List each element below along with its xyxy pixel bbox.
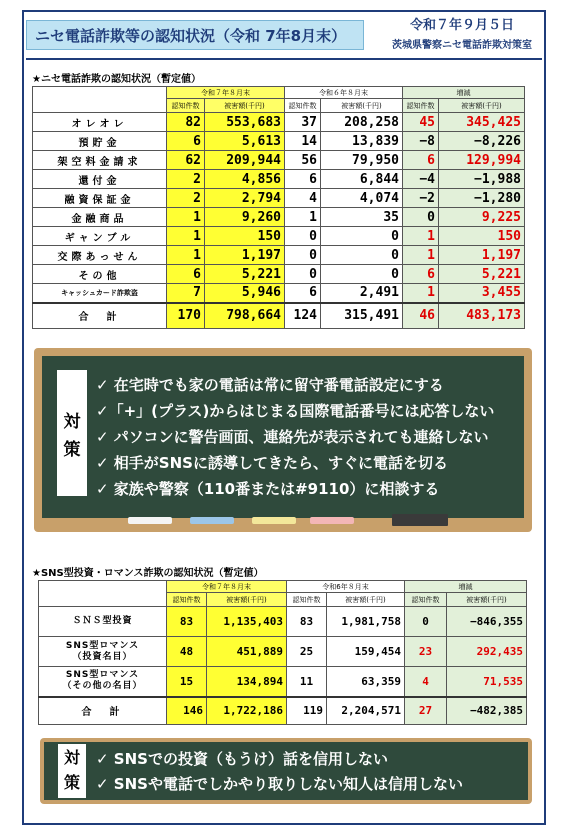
damage-r7-cell: 5,946 <box>205 284 285 303</box>
board1-item: ✓「+」(プラス)からはじまる国際電話番号には応答しない <box>96 402 495 420</box>
damage-r6-cell: 0 <box>321 265 403 284</box>
count-diff-cell: 1 <box>403 227 439 246</box>
organization-name: 茨城県警察ニセ電話詐欺対策室 <box>392 40 532 51</box>
table-row <box>39 607 527 637</box>
damage-diff-cell: 71,535 <box>447 667 527 697</box>
issue-date: 令和７年９月５日 <box>410 18 515 33</box>
total-label: 合 計 <box>39 697 167 725</box>
count-r7-cell: 6 <box>167 132 205 151</box>
category-cell: キャッシュカード詐欺盗 <box>33 284 167 303</box>
count-r6-cell: 25 <box>287 637 327 667</box>
count-r7-cell: 48 <box>167 637 207 667</box>
col-group-r7: 令和７年８月末 <box>167 87 285 99</box>
damage-r6-cell: 63,359 <box>327 667 405 697</box>
damage-r7-cell: 4,856 <box>205 170 285 189</box>
count-r7-cell: 2 <box>167 170 205 189</box>
damage-diff-cell: 1,197 <box>439 246 525 265</box>
count-r6-cell: 0 <box>285 265 321 284</box>
count-diff-cell: 4 <box>405 667 447 697</box>
section2-title: ★SNS型投資・ロマンス詐欺の認知状況（暫定値） <box>32 568 264 579</box>
chalk-white <box>128 517 172 524</box>
count-r6-cell: 0 <box>285 227 321 246</box>
section1-title: ★ニセ電話詐欺の認知状況（暫定値） <box>32 74 201 85</box>
count-r7-cell: 82 <box>167 113 205 132</box>
category-line2: （投資名目） <box>72 651 133 662</box>
damage-r6-cell: 0 <box>321 246 403 265</box>
count-r6-cell: 1 <box>285 208 321 227</box>
category-cell: 架空料金請求 <box>33 151 167 170</box>
sub-col-header: 被害額(千円) <box>205 99 285 113</box>
damage-r7-cell: 5,221 <box>205 265 285 284</box>
category-line1: SNS型ロマンス <box>65 670 140 681</box>
chalk-blue <box>190 517 234 524</box>
count-r6-cell: 37 <box>285 113 321 132</box>
category-line2: （その他の名目） <box>62 681 143 692</box>
count-diff-cell: 0 <box>403 208 439 227</box>
count-r7-cell: 7 <box>167 284 205 303</box>
damage-r6-cell: 79,950 <box>321 151 403 170</box>
table-row <box>33 227 525 246</box>
category-cell: その他 <box>33 265 167 284</box>
count-r7-cell: 83 <box>167 607 207 637</box>
damage-r6-cell: 6,844 <box>321 170 403 189</box>
header-divider <box>26 58 542 60</box>
total-cell: 124 <box>285 303 321 329</box>
table-row <box>39 637 527 667</box>
damage-r7-cell: 209,944 <box>205 151 285 170</box>
damage-r6-cell: 0 <box>321 227 403 246</box>
total-cell: 798,664 <box>205 303 285 329</box>
table-group-header-row <box>33 87 525 99</box>
category-cell <box>39 667 167 697</box>
page-title: ニセ電話詐欺等の認知状況（令和 7年8月末） <box>35 27 347 45</box>
col-group-diff: 増減 <box>405 581 527 593</box>
damage-r6-cell: 1,981,758 <box>327 607 405 637</box>
taisaku-char: 対 <box>63 412 81 432</box>
damage-diff-cell: 292,435 <box>447 637 527 667</box>
total-cell: 315,491 <box>321 303 403 329</box>
total-cell: 46 <box>403 303 439 329</box>
sns-total-row <box>39 697 527 725</box>
sub-col-header: 認知件数 <box>405 593 447 607</box>
damage-r7-cell: 1,135,403 <box>207 607 287 637</box>
category-cell: 金融商品 <box>33 208 167 227</box>
damage-diff-cell: 150 <box>439 227 525 246</box>
header-blank-cell <box>39 581 167 607</box>
table-total-row <box>33 303 525 329</box>
category-cell: 融資保証金 <box>33 189 167 208</box>
damage-diff-cell: 345,425 <box>439 113 525 132</box>
total-cell: 170 <box>167 303 205 329</box>
category-cell <box>39 637 167 667</box>
damage-diff-cell: 5,221 <box>439 265 525 284</box>
chalk-pink <box>310 517 354 524</box>
board2-item: ✓ SNSでの投資（もうけ）話を信用しない <box>96 750 388 768</box>
eraser <box>392 514 448 526</box>
count-r7-cell: 1 <box>167 246 205 265</box>
count-r6-cell: 56 <box>285 151 321 170</box>
damage-r7-cell: 553,683 <box>205 113 285 132</box>
header-blank-cell <box>33 87 167 113</box>
damage-r6-cell: 2,491 <box>321 284 403 303</box>
count-diff-cell: 1 <box>403 284 439 303</box>
count-diff-cell: 6 <box>403 151 439 170</box>
count-r6-cell: 0 <box>285 246 321 265</box>
count-r7-cell: 6 <box>167 265 205 284</box>
board1-item: ✓ パソコンに警告画面、連絡先が表示されても連絡しない <box>96 428 489 446</box>
sub-col-header: 被害額(千円) <box>207 593 287 607</box>
taisaku-char: 策 <box>63 773 80 792</box>
table-row <box>33 151 525 170</box>
col-group-r6: 令和６年８月末 <box>285 87 403 99</box>
sub-col-header: 認知件数 <box>167 99 205 113</box>
damage-r6-cell: 13,839 <box>321 132 403 151</box>
count-r7-cell: 15 <box>167 667 207 697</box>
count-r6-cell: 83 <box>287 607 327 637</box>
damage-r6-cell: 159,454 <box>327 637 405 667</box>
table-row <box>33 208 525 227</box>
sns-group-header-row <box>39 581 527 593</box>
damage-r6-cell: 4,074 <box>321 189 403 208</box>
damage-diff-cell: 129,994 <box>439 151 525 170</box>
damage-r7-cell: 451,889 <box>207 637 287 667</box>
count-r7-cell: 1 <box>167 208 205 227</box>
damage-diff-cell: −1,280 <box>439 189 525 208</box>
count-diff-cell: 23 <box>405 637 447 667</box>
damage-diff-cell: 3,455 <box>439 284 525 303</box>
category-cell: 還付金 <box>33 170 167 189</box>
damage-diff-cell: 9,225 <box>439 208 525 227</box>
total-cell: 27 <box>405 697 447 725</box>
sub-col-header: 認知件数 <box>167 593 207 607</box>
table-row <box>33 265 525 284</box>
count-r7-cell: 2 <box>167 189 205 208</box>
category-line1: ＳＮＳ型投資 <box>72 616 133 626</box>
table-row <box>33 284 525 303</box>
taisaku-char: 対 <box>63 748 80 767</box>
damage-diff-cell: −1,988 <box>439 170 525 189</box>
category-cell <box>39 607 167 637</box>
count-diff-cell: 1 <box>403 246 439 265</box>
taisaku-label-2 <box>58 744 86 798</box>
count-r7-cell: 1 <box>167 227 205 246</box>
board1-item: ✓ 家族や警察（110番または#9110）に相談する <box>96 480 440 498</box>
damage-r6-cell: 35 <box>321 208 403 227</box>
total-cell: 2,204,571 <box>327 697 405 725</box>
count-diff-cell: −2 <box>403 189 439 208</box>
total-cell: −482,385 <box>447 697 527 725</box>
count-diff-cell: −8 <box>403 132 439 151</box>
count-r6-cell: 11 <box>287 667 327 697</box>
total-cell: 119 <box>287 697 327 725</box>
count-diff-cell: 6 <box>403 265 439 284</box>
table-row <box>33 113 525 132</box>
sub-col-header: 認知件数 <box>287 593 327 607</box>
fraud-stats-table <box>32 86 525 329</box>
sns-fraud-table <box>38 580 527 725</box>
damage-r7-cell: 150 <box>205 227 285 246</box>
col-group-r7: 令和７年８月末 <box>167 581 287 593</box>
sub-col-header: 被害額(千円) <box>439 99 525 113</box>
damage-diff-cell: −846,355 <box>447 607 527 637</box>
category-cell: ギャンブル <box>33 227 167 246</box>
count-diff-cell: 0 <box>405 607 447 637</box>
count-r6-cell: 14 <box>285 132 321 151</box>
sub-col-header: 被害額(千円) <box>321 99 403 113</box>
page-title-box <box>26 20 364 50</box>
count-diff-cell: 45 <box>403 113 439 132</box>
total-cell: 1,722,186 <box>207 697 287 725</box>
category-cell: オレオレ <box>33 113 167 132</box>
count-diff-cell: −4 <box>403 170 439 189</box>
board2-item: ✓ SNSや電話でしかやり取りしない知人は信用しない <box>96 775 463 793</box>
sub-col-header: 被害額(千円) <box>447 593 527 607</box>
col-group-diff: 増減 <box>403 87 525 99</box>
sub-col-header: 認知件数 <box>285 99 321 113</box>
table-row <box>33 132 525 151</box>
category-cell: 交際あっせん <box>33 246 167 265</box>
board1-item: ✓ 在宅時でも家の電話は常に留守番電話設定にする <box>96 376 444 394</box>
sub-col-header: 認知件数 <box>403 99 439 113</box>
chalk-yellow <box>252 517 296 524</box>
table-row <box>39 667 527 697</box>
damage-r7-cell: 2,794 <box>205 189 285 208</box>
damage-r7-cell: 9,260 <box>205 208 285 227</box>
taisaku-char: 策 <box>63 440 81 460</box>
damage-r7-cell: 134,894 <box>207 667 287 697</box>
damage-diff-cell: −8,226 <box>439 132 525 151</box>
total-label: 合 計 <box>33 303 167 329</box>
table-row <box>33 189 525 208</box>
board1-item: ✓ 相手がSNSに誘導してきたら、すぐに電話を切る <box>96 454 448 472</box>
taisaku-label-1 <box>57 370 87 496</box>
total-cell: 146 <box>167 697 207 725</box>
col-group-r6: 令和6年８月末 <box>287 581 405 593</box>
damage-r6-cell: 208,258 <box>321 113 403 132</box>
count-r6-cell: 6 <box>285 284 321 303</box>
count-r7-cell: 62 <box>167 151 205 170</box>
damage-r7-cell: 1,197 <box>205 246 285 265</box>
total-cell: 483,173 <box>439 303 525 329</box>
table-row <box>33 246 525 265</box>
table-row <box>33 170 525 189</box>
damage-r7-cell: 5,613 <box>205 132 285 151</box>
sub-col-header: 被害額(千円) <box>327 593 405 607</box>
category-cell: 預貯金 <box>33 132 167 151</box>
count-r6-cell: 4 <box>285 189 321 208</box>
count-r6-cell: 6 <box>285 170 321 189</box>
category-line1: SNS型ロマンス <box>65 640 140 651</box>
